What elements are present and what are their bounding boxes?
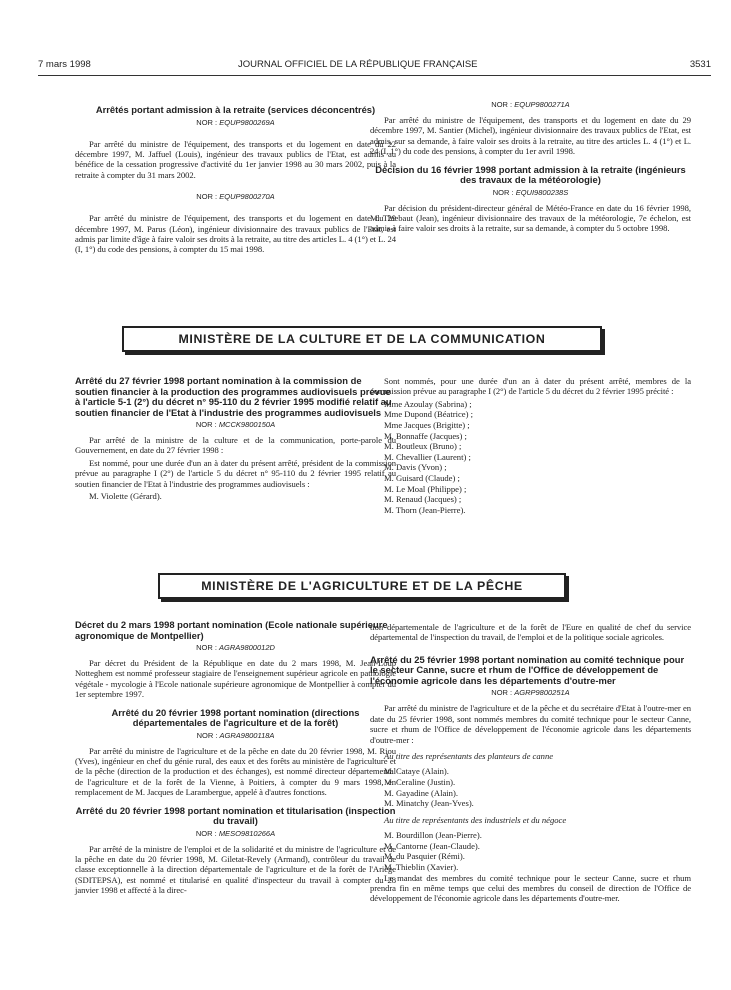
nor-reference: NOR : EQUP9800270A [196,192,275,202]
nor-reference: NOR : AGRA9800012D [196,643,275,652]
header-rule [38,75,711,76]
section-title: Arrêtés portant admission à la retraite (services déconcentrés) [95,104,376,115]
list-item: M. Minatchy (Jean-Yves). [384,798,474,809]
paragraph: Par arrêté du ministre de l'agriculture et de la pêche en date du 20 février 1998, M. Riou (Yves), ingénieur en chef du génie rural, des eaux et des forêts au ministère de l'agriculture et de la pêche (direction de la production et des échanges), est nommé directeur départemental de l'agriculture et de la forêt de la Vienne, à Poitiers, à compter du 9 mars 1998, en remplacement de M. Jacques de Larambergue, appelé à d'autres fonctions. [75,745,396,798]
list-item: Mme Dupond (Béatrice) ; [384,409,474,420]
nor-reference: NOR : MCCK9800150A [195,420,276,429]
list-item: M. Le Moal (Philippe) ; [384,483,467,494]
paragraph: Par arrêté du ministre de l'équipement, des transports et du logement en date du 29 décembre 1997, M. Parus (Léon), ingénieur divisionnaire des travaux publics de l'Etat, est admis par limite d'âge à faire valoir ses droits à la retraite, au titre des articles L. 4 (1°) et L. 24 (I, 1°) du code des pensions, à compter du 15 mai 1998. [75,213,396,255]
nor-reference: NOR : MESO9810266A [195,828,276,838]
agriculture-section-left [75,620,396,898]
list-item: M. Boutleux (Bruno) ; [384,441,462,452]
retirement-section-right [370,100,691,236]
journal-title: JOURNAL OFFICIEL DE LA RÉPUBLIQUE FRANÇAISE [238,59,478,70]
list-item: M. Davis (Yvon) ; [384,462,447,473]
retirement-section-left [75,105,396,257]
list-item: M. Guisard (Claude) ; [384,472,460,483]
paragraph: Par décret du Président de la République en date du 2 mars 1998, M. Jean-Loup Notteghem est nommé professeur stagiaire de l'enseignement supérieur agricole en pathologie végétale - mycologie à l'Ecole nationale supérieure agronomique de Montpellier à compter du 1er septembre 1997. [75,658,396,700]
paragraph: Par arrêté du ministre de l'équipement, des transports et du logement en date du 29 décembre 1997, M. Santier (Michel), ingénieur divisionnaire des travaux publics de l'Etat, est admis, sur sa demande, à faire valoir ses droits à la retraite, au titre des articles L. 4 (1°) et L. 24 (I, 1°) du code des pensions, à compter du 1er avril 1998. [370,115,691,157]
subheading: Au titre des représentants des planteurs de canne [384,750,554,761]
section-title: Décret du 2 mars 1998 portant nomination (Ecole nationale supérieure agronomique de Montpellier) [75,619,388,641]
paragraph: Par arrêté du ministre de l'équipement, des transports et du logement en date du 22 décembre 1997, M. Jaffuel (Louis), ingénieur des travaux publics de l'Etat, est admis au bénéfice de la cessation progressive d'activité du 1er janvier 1998 au 30 mars 2002, puis à la retraite à compter du 31 mars 2002. [75,138,396,180]
list-item: M. Thieblin (Xavier). [384,861,459,872]
list-item: M. Thorn (Jean-Pierre). [384,504,466,515]
page-number: 3531 [689,59,711,70]
appointee-name: M. Violette (Gérard). [89,491,162,502]
list-item: M. Bonnaffe (Jacques) ; [384,430,467,441]
list-item: M. Chevallier (Laurent) ; [384,451,471,462]
paragraph: Par arrêté de la ministre de l'emploi et de la solidarité et du ministre de l'agriculture et de la pêche en date du 20 février 1998, M. Giletat-Revely (Armand), contrôleur du travail de classe exceptionnelle à la direction départementale de l'agriculture et de la forêt de l'Ariège (SDITEPSA), est nommé et titularisé en qualité d'inspecteur du travail à compter du 28 janvier 1998 et affecté à la direc- [75,843,396,896]
culture-section-right [370,376,691,515]
header-date: 7 mars 1998 [38,59,91,70]
paragraph: Est nommé, pour une durée d'un an à dater du présent arrêté, président de la commission prévue au paragraphe I (2°) de l'article 5 du décret n° 95-110 du 2 février 1995 relatif au soutien financier de l'Etat à l'industrie des programmes audiovisuels : [75,457,396,489]
nor-reference: NOR : AGRP9800251A [491,688,570,698]
subheading: Au titre de représentants des industriels et du négoce [384,814,567,825]
paragraph: Le mandat des membres du comité technique pour le secteur Canne, sucre et rhum prendra fin en même temps que celui des membres du conseil de direction de l'Office de développement de l'économie agricole dans les départements d'outre-mer. [370,872,691,904]
list-item: M. Ceraline (Justin). [384,776,456,787]
section-title: Arrêté du 25 février 1998 portant nomination au comité technique pour le secteur Canne, sucre et rhum de l'Office de développement de l'économie agricole dans les départements d'outre-mer [370,653,685,686]
section-title: Décision du 16 février 1998 portant admission à la retraite (ingénieurs des travaux de la météorologie) [375,163,686,186]
nor-reference: NOR : AGRA9800118A [196,730,275,740]
list-item: M. Cantorne (Jean-Claude). [384,840,480,851]
list-item: M. du Pasquier (Rémi). [384,851,465,862]
list-item: M. Renaud (Jacques) ; [384,494,462,505]
list-item: M. Gayadine (Alain). [384,787,458,798]
agriculture-section-right [370,622,691,906]
paragraph: Par décision du président-directeur général de Météo-France en date du 16 février 1998, M. Thiebaut (Jean), ingénieur divisionnaire des travaux de la météorologie, 7e échelon, est admis à faire valoir ses droits à la retraite, sur sa demande, à compter du 5 octobre 1998. [370,202,691,234]
list-item: Mme Azoulay (Sabrina) ; [384,398,472,409]
ministry-banner-culture: MINISTÈRE DE LA CULTURE ET DE LA COMMUNICATION [122,326,602,352]
paragraph: tion départementale de l'agriculture et de la forêt de l'Eure en qualité de chef du service départemental de l'inspection du travail, de l'emploi et de la politique sociale agricoles. [370,622,691,643]
list-item: M. Cataye (Alain). [384,766,449,777]
nor-reference: NOR : EQUP9800271A [491,100,570,109]
section-title: Arrêté du 20 février 1998 portant nomination et titularisation (inspection du travail) [75,804,396,827]
nor-reference: NOR : EQUP9800269A [196,117,275,127]
nor-reference: NOR : EQUI9800238S [492,187,569,197]
paragraph: Par arrêté du ministre de l'agriculture et de la pêche et du secrétaire d'Etat à l'outre-mer en date du 25 février 1998, sont nommés membres du comité technique pour le secteur Canne, sucre et rhum de l'Office de développement de l'économie agricole dans les départements d'outre-mer : [370,703,691,745]
section-title: Arrêté du 20 février 1998 portant nomination (directions départementales de l'agriculture et de la forêt) [111,706,360,729]
ministry-banner-agriculture: MINISTÈRE DE L'AGRICULTURE ET DE LA PÊCHE [158,573,566,599]
culture-section-left [75,376,396,502]
paragraph: Sont nommés, pour une durée d'un an à dater du présent arrêté, membres de la commission prévue au paragraphe I (2°) de l'article 5 du décret du 2 février 1995 précité : [370,376,691,397]
page-header [38,59,711,73]
paragraph: Par arrêté de la ministre de la culture et de la communication, porte-parole du Gouvernement, en date du 27 février 1998 : [75,435,396,456]
section-title: Arrêté du 27 février 1998 portant nomination à la commission de soutien financier à la production des programmes audiovisuels prévue à l'article 5-1 (2°) du décret n° 95-110 du 2 février 1995 modifié relatif au soutien financier de l'Etat à l'industrie des programmes audiovisuels [75,375,392,418]
list-item: M. Bourdillon (Jean-Pierre). [384,830,482,841]
list-item: Mme Jacques (Brigitte) ; [384,420,470,430]
